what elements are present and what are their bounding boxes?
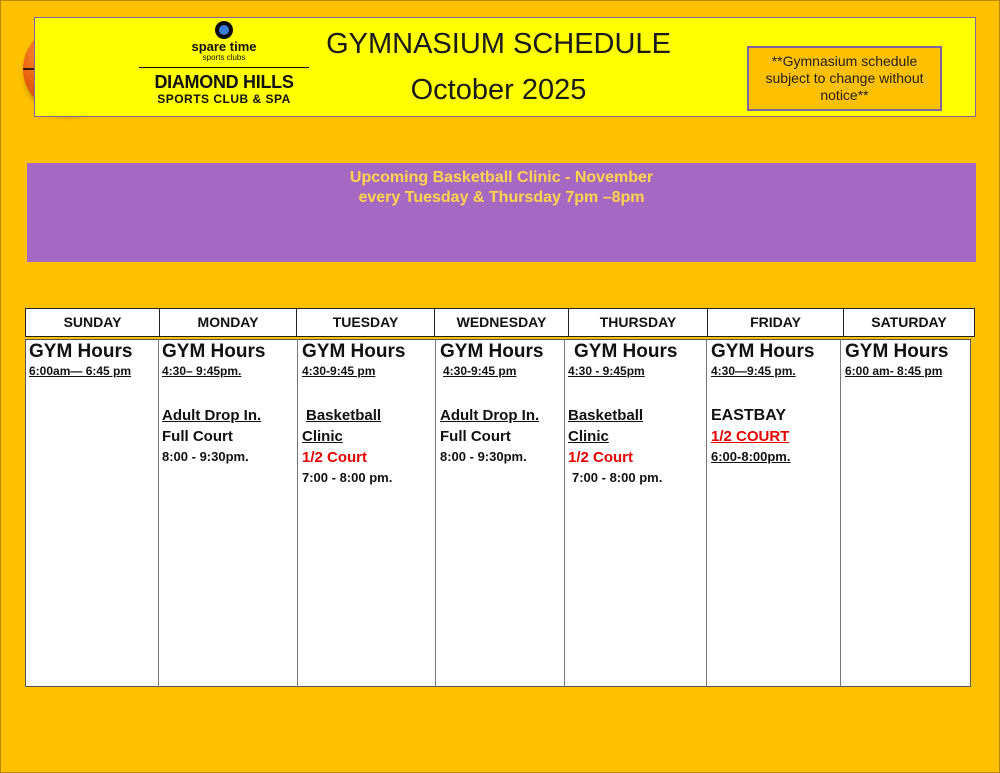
logo-sub-text: sports clubs — [202, 53, 246, 62]
gym-hours-heading: GYM Hours — [574, 341, 678, 362]
column-divider — [297, 339, 298, 687]
gym-hours-time: 6:00am— 6:45 pm — [29, 364, 132, 378]
banner-line-1: Upcoming Basketball Clinic - November — [349, 169, 654, 186]
gym-hours-heading: GYM Hours — [29, 341, 133, 362]
event-title: Adult Drop In. — [440, 407, 540, 424]
day-header-friday: FRIDAY — [707, 308, 844, 337]
event-time: 7:00 - 8:00 pm. — [572, 470, 663, 485]
tuesday-cell — [302, 341, 432, 488]
event-title-line2: Clinic — [568, 428, 609, 445]
day-header-saturday: SATURDAY — [843, 308, 975, 337]
day-header-sunday: SUNDAY — [25, 308, 160, 337]
gym-hours-time: 4:30—9:45 pm. — [711, 364, 796, 378]
column-divider — [840, 339, 841, 687]
gym-hours-time: 4:30-9:45 pm — [302, 364, 376, 378]
event-court: Full Court — [162, 428, 233, 445]
gym-hours-time: 4:30 - 9:45pm — [568, 364, 645, 378]
event-title: Basketball — [568, 407, 644, 424]
friday-cell — [711, 341, 838, 467]
column-divider — [706, 339, 707, 687]
wednesday-cell — [440, 341, 562, 467]
logo-main-text: DIAMOND HILLS — [154, 72, 294, 92]
gym-hours-heading: GYM Hours — [845, 341, 949, 362]
clinic-banner — [27, 163, 976, 262]
day-header-thursday: THURSDAY — [568, 308, 708, 337]
gym-hours-heading: GYM Hours — [302, 341, 406, 362]
gym-hours-heading: GYM Hours — [162, 341, 266, 362]
event-time: 8:00 - 9:30pm. — [440, 449, 527, 464]
event-time: 8:00 - 9:30pm. — [162, 449, 249, 464]
banner-line-2: every Tuesday & Thursday 7pm –8pm — [358, 189, 645, 206]
event-title: EASTBAY — [711, 407, 786, 424]
schedule-table — [25, 308, 971, 688]
event-time: 7:00 - 8:00 pm. — [302, 470, 393, 485]
logo-subtitle-text: SPORTS CLUB & SPA — [157, 92, 291, 106]
event-title: Adult Drop In. — [162, 407, 262, 424]
day-header-wednesday: WEDNESDAY — [434, 308, 569, 337]
gym-hours-time: 6:00 am- 8:45 pm — [845, 364, 943, 378]
event-title: Basketball — [306, 407, 382, 424]
monday-cell — [162, 341, 294, 467]
event-time: 6:00-8:00pm. — [711, 449, 791, 464]
logo-divider — [139, 67, 309, 68]
event-court: 1/2 Court — [568, 449, 634, 466]
event-court: Full Court — [440, 428, 511, 445]
gym-hours-heading: GYM Hours — [711, 341, 815, 362]
logo-top-text: spare time — [191, 39, 257, 54]
logo-mark-icon — [215, 21, 233, 39]
thursday-cell — [568, 341, 704, 488]
day-header-tuesday: TUESDAY — [296, 308, 435, 337]
schedule-month: October 2025 — [410, 74, 587, 106]
day-header-monday: MONDAY — [159, 308, 297, 337]
schedule-notice: **Gymnasium schedule subject to change without notice** — [747, 46, 942, 111]
saturday-cell — [845, 341, 969, 379]
gym-hours-heading: GYM Hours — [440, 341, 544, 362]
club-logo — [134, 21, 314, 113]
column-divider — [564, 339, 565, 687]
gym-hours-time: 4:30– 9:45pm. — [162, 364, 242, 378]
page-title: GYMNASIUM SCHEDULE — [326, 28, 671, 60]
sunday-cell — [29, 341, 157, 379]
gym-hours-time: 4:30-9:45 pm — [443, 364, 517, 378]
event-title-line2: Clinic — [302, 428, 343, 445]
event-court: 1/2 COURT — [711, 428, 790, 445]
event-court: 1/2 Court — [302, 449, 368, 466]
column-divider — [158, 339, 159, 687]
column-divider — [435, 339, 436, 687]
